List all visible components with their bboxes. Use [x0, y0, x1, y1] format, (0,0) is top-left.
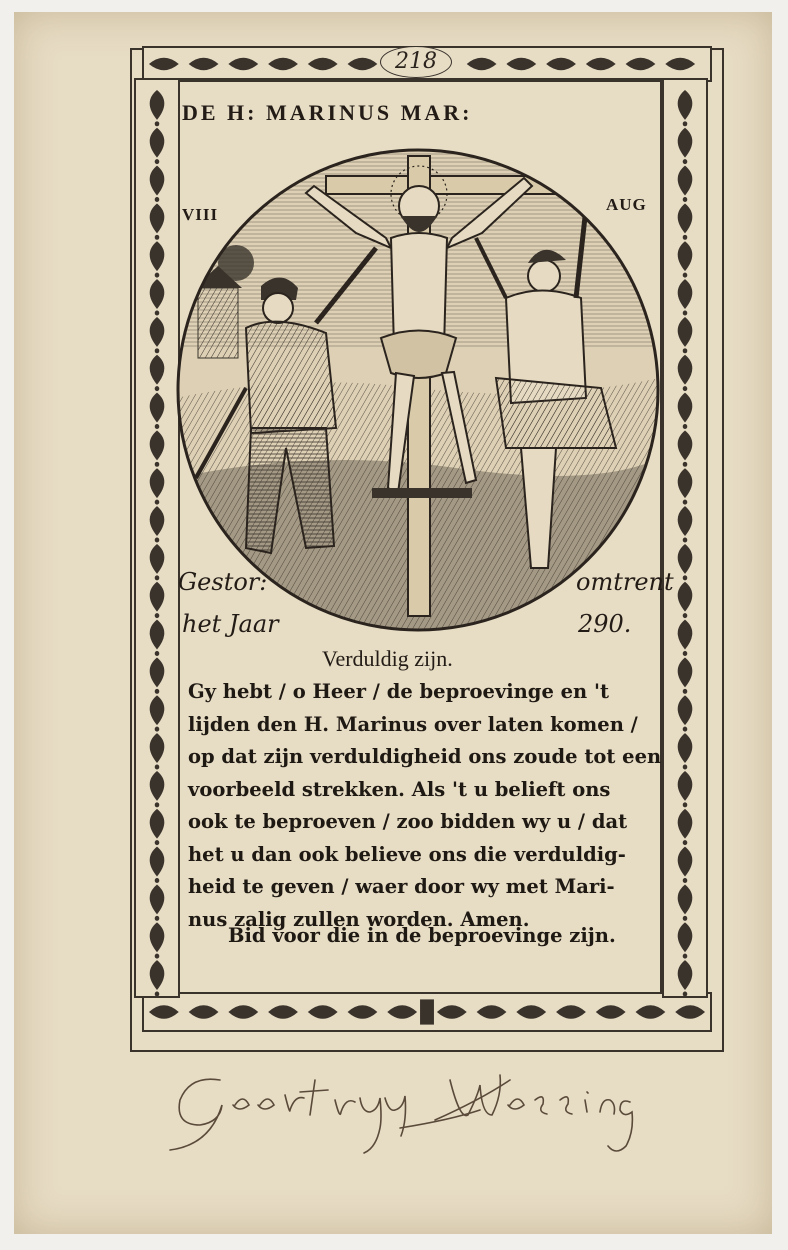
year-label: het Jaar — [182, 610, 279, 638]
prayer-heading: Verduldig zijn. — [322, 646, 453, 671]
invocation-line: Bid voor die in de beproevinge zijn. — [228, 924, 616, 947]
ornament-border-left — [134, 78, 180, 998]
prayer-line: heid te geven / waer door wy met Mari- — [188, 875, 615, 898]
day-numeral: VIII — [182, 205, 219, 224]
page-number: 218 — [380, 46, 452, 78]
died-label: Gestor: — [178, 568, 268, 596]
ornament-border-bottom — [142, 992, 712, 1032]
prayer-line: ook te beproeven / zoo bidden wy u / dat — [188, 810, 628, 833]
handwritten-signature — [150, 1050, 680, 1160]
prayer-text — [188, 676, 660, 936]
saint-title: DE H: MARINUS MAR: — [182, 100, 473, 125]
prayer-line: nus zalig zullen worden. Amen. — [188, 907, 530, 931]
year-number: 290. — [578, 610, 632, 638]
ornament-border-right — [662, 78, 708, 998]
prayer-line: op dat zijn verduldigheid ons zoude tot een — [188, 745, 662, 768]
martyrdom-engraving — [176, 148, 660, 632]
prayer-line: het u dan ook believe ons die verduldig- — [188, 842, 626, 866]
prayer-line: voorbeeld strekken. Als 't u belieft ons — [188, 777, 611, 801]
around-label: omtrent — [576, 568, 674, 596]
month-label: AUG — [606, 195, 647, 214]
prayer-line: Gy hebt / o Heer / de beproevinge en 't — [188, 680, 609, 703]
prayer-line: lijden den H. Marinus over laten komen / — [188, 712, 638, 736]
